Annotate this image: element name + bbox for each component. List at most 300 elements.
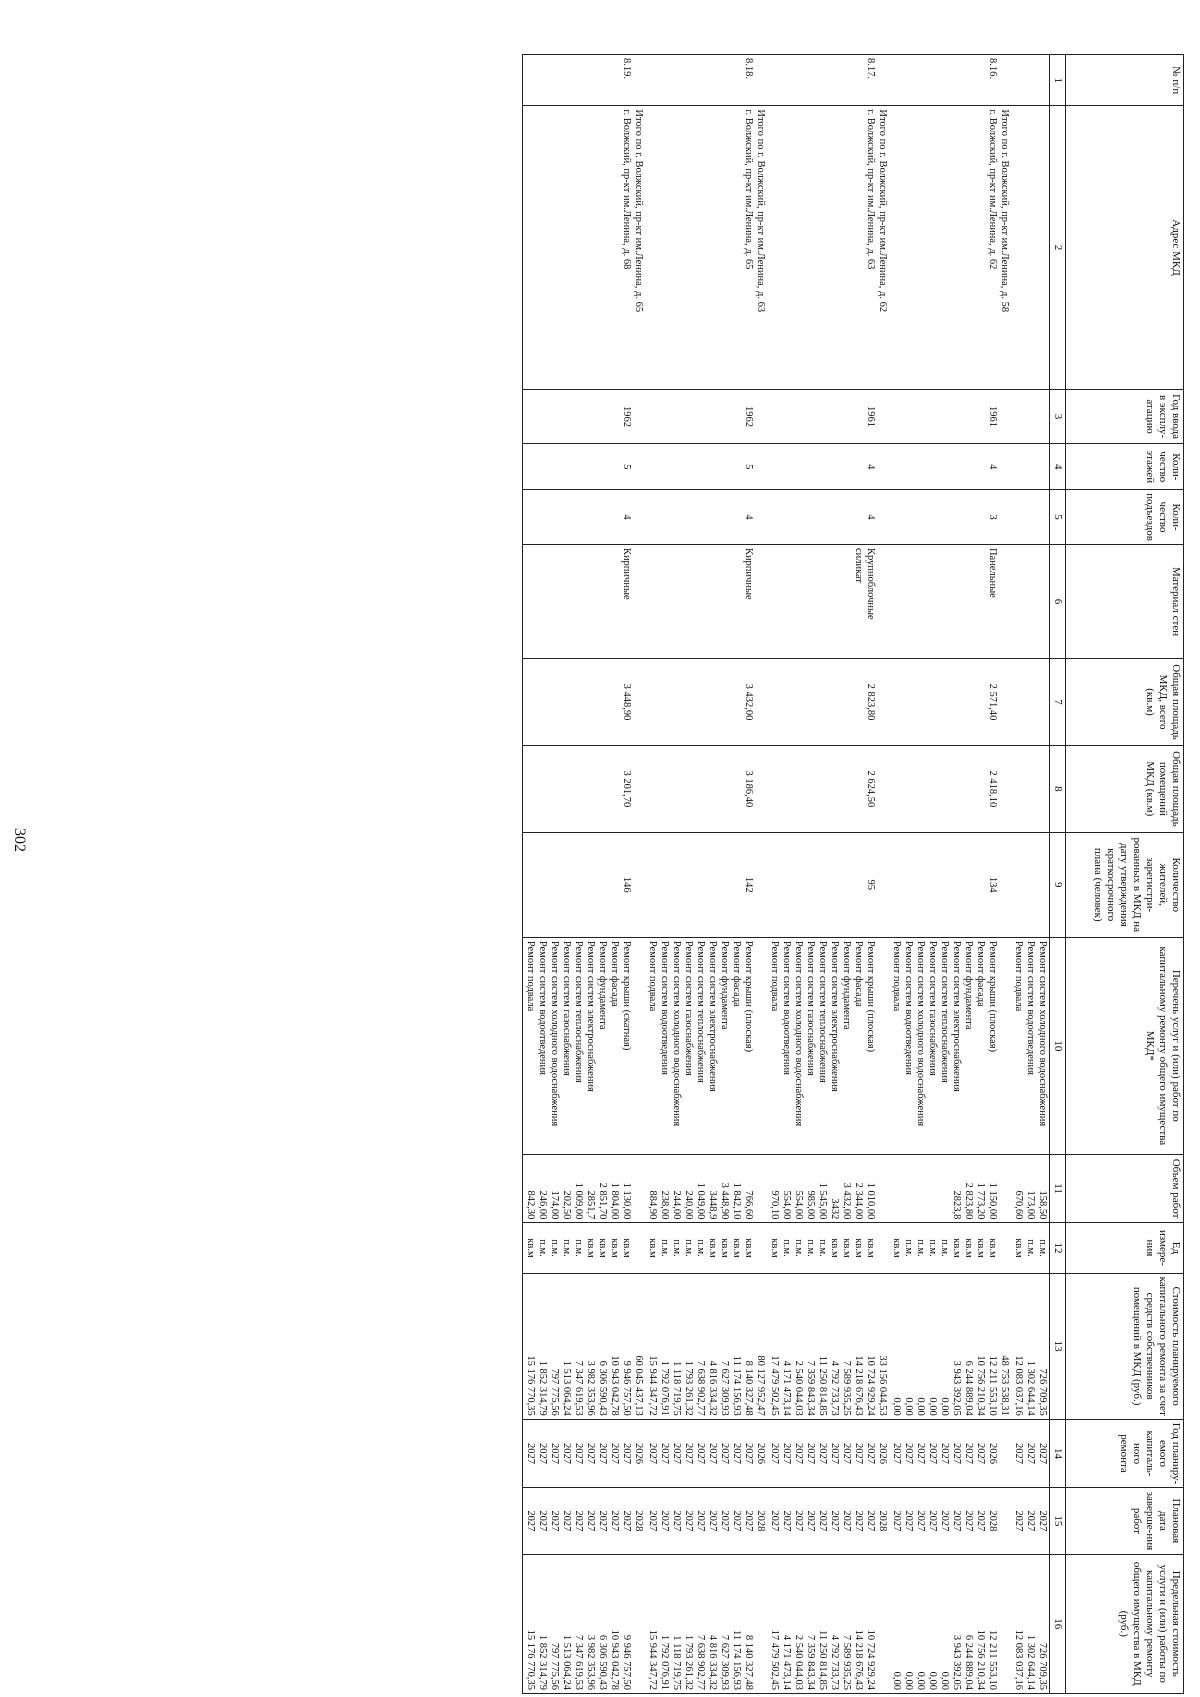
work-item: Ремонт систем газоснабжения: [561, 940, 572, 1076]
plan-year-value: 2026: [987, 1443, 998, 1465]
unit-cell: [645, 1223, 767, 1273]
end-date-value: 2027: [1013, 1510, 1024, 1532]
max-cost-value: 12 211 553,10: [987, 1630, 998, 1690]
volume-value: 240,00: [683, 1190, 694, 1220]
plan-year-cell: [889, 1419, 1011, 1488]
end-date-value: 2027: [781, 1510, 792, 1532]
plan-year-value: 2027: [793, 1443, 804, 1465]
volume-value: 1 130,00: [621, 1182, 632, 1220]
end-date-value: 2027: [793, 1510, 804, 1532]
cost-value: 726 709,35: [1037, 1368, 1048, 1416]
cost-value: 14 218 676,43: [853, 1355, 864, 1416]
entrances-count: 4: [767, 490, 889, 545]
work-item: Ремонт фасада: [853, 940, 864, 1007]
end-date-value: 2027: [537, 1510, 548, 1532]
plan-year-value: 2027: [743, 1443, 754, 1465]
header-cell: Коли-чество этажей: [1066, 444, 1184, 490]
plan-year-value: 2027: [975, 1443, 986, 1465]
work-cell: [889, 937, 1011, 1154]
rooms-area: 2 418,10: [889, 745, 1011, 832]
total-area: [1011, 659, 1050, 746]
cost-value: 0,00: [927, 1397, 938, 1416]
unit-value: кв.м: [719, 1238, 730, 1258]
address-cell: [1011, 106, 1050, 389]
column-number: 7: [1050, 659, 1066, 746]
work-cell: [523, 937, 646, 1154]
wall-material: Крупноблочные силикат: [767, 544, 889, 658]
volume-value: [998, 1158, 1010, 1220]
max-cost-value: 9 946 757,50: [621, 1634, 632, 1690]
volume-value: 1 773,20: [975, 1182, 986, 1220]
volume-cell: [1011, 1154, 1050, 1223]
work-cell: [645, 937, 767, 1154]
unit-value: п.м.: [549, 1239, 560, 1257]
plan-year-value: 2027: [865, 1443, 876, 1465]
cost-value: 2 540 044,03: [793, 1360, 804, 1416]
column-number: 9: [1050, 832, 1066, 937]
residents-count: 142: [645, 832, 767, 937]
unit-value: п.м.: [805, 1239, 816, 1257]
max-cost-cell: [523, 1554, 646, 1693]
header-cell: Год ввода в эксплу-атацию: [1066, 389, 1184, 444]
volume-value: [938, 1158, 950, 1220]
plan-year-value: 2027: [841, 1443, 852, 1465]
work-item: Ремонт подвала: [769, 940, 780, 1012]
work-item: Ремонт систем электроснабжения: [829, 940, 840, 1092]
total-area: 2 571,40: [889, 659, 1011, 746]
plan-year-value: 2027: [781, 1443, 792, 1465]
end-date-cell: [889, 1488, 1011, 1554]
end-date-value: 2027: [597, 1510, 608, 1532]
unit-value: кв.м: [853, 1238, 864, 1258]
end-date-value: 2027: [891, 1510, 902, 1532]
cost-value: 80 127 952,47: [755, 1355, 766, 1416]
work-item: Ремонт фундамента: [719, 940, 730, 1030]
cost-value: 7 347 619,53: [573, 1360, 584, 1416]
plan-year-value: 2027: [927, 1443, 938, 1465]
column-number: 4: [1050, 444, 1066, 490]
cost-value: 9 946 757,50: [621, 1360, 632, 1416]
volume-value: [632, 1158, 644, 1220]
end-date-value: 2027: [585, 1510, 596, 1532]
work-item: Ремонт систем холодного водоснабжения: [1037, 940, 1048, 1127]
work-item: Ремонт подвала: [647, 940, 658, 1012]
end-date-value: 2027: [975, 1510, 986, 1532]
floors-count: 5: [645, 444, 767, 490]
unit-value: п.м.: [903, 1239, 914, 1257]
year-built: 1962: [645, 389, 767, 444]
unit-value: кв.м: [525, 1238, 536, 1258]
header-cell: Плановая дата заверше-ния работ: [1066, 1488, 1184, 1554]
volume-value: 884,90: [647, 1190, 658, 1220]
work-item: Ремонт подвала: [1013, 940, 1024, 1012]
max-cost-value: 0,00: [915, 1671, 926, 1690]
max-cost-value: 8 140 327,48: [743, 1634, 754, 1690]
work-item: Ремонт систем электроснабжения: [951, 940, 962, 1092]
total-area: 3 432,00: [645, 659, 767, 746]
header-cell: Коли-чество подъездов: [1066, 490, 1184, 545]
work-item: Ремонт систем газоснабжения: [683, 940, 694, 1076]
max-cost-value: 7 589 935,25: [841, 1634, 852, 1690]
end-date-value: 2027: [659, 1510, 670, 1532]
plan-year-value: 2027: [805, 1443, 816, 1465]
end-date-value: 2027: [841, 1510, 852, 1532]
end-date-value: 2027: [817, 1510, 828, 1532]
unit-value: кв.м: [769, 1238, 780, 1258]
cost-cell: [767, 1273, 889, 1419]
volume-value: 670,60: [1013, 1190, 1024, 1220]
end-date-cell: [767, 1488, 889, 1554]
work-item: Ремонт систем газоснабжения: [927, 940, 938, 1076]
table-body: [523, 55, 1050, 1694]
column-number: 14: [1050, 1419, 1066, 1488]
max-cost-value: 4 816 334,32: [707, 1634, 718, 1690]
row-number: [1011, 55, 1050, 106]
work-item: Ремонт систем холодного водоснабжения: [915, 940, 926, 1127]
plan-year-value: 2027: [609, 1443, 620, 1465]
volume-value: 970,10: [769, 1190, 780, 1220]
end-date-value: 2027: [549, 1510, 560, 1532]
address-text: г. Волжский, пр-кт им.Ленина, д. 62: [987, 109, 998, 270]
plan-year-value: 2027: [1025, 1443, 1036, 1465]
unit-value: п.м.: [817, 1239, 828, 1257]
end-date-value: 2027: [573, 1510, 584, 1532]
column-number: 10: [1050, 937, 1066, 1154]
end-date-value: 2027: [829, 1510, 840, 1532]
plan-year-value: 2027: [829, 1443, 840, 1465]
unit-value: п.м.: [573, 1239, 584, 1257]
address-cell: [523, 106, 646, 389]
unit-value: п.м.: [659, 1239, 670, 1257]
end-date-value: 2027: [1037, 1510, 1048, 1532]
unit-value: п.м.: [1025, 1239, 1036, 1257]
floors-count: [1011, 444, 1050, 490]
table-row: [523, 55, 646, 1694]
volume-value: [754, 1158, 766, 1220]
floors-count: 4: [767, 444, 889, 490]
work-item: Ремонт систем газоснабжения: [805, 940, 816, 1076]
unit-value: п.м.: [1037, 1239, 1048, 1257]
max-cost-value: 1 792 076,91: [659, 1634, 670, 1690]
max-cost-value: 15 944 347,72: [647, 1629, 658, 1690]
unit-value: кв.м: [975, 1238, 986, 1258]
unit-value: п.м.: [561, 1239, 572, 1257]
plan-year-value: 2026: [877, 1443, 888, 1465]
volume-value: 3432: [829, 1198, 840, 1220]
cost-value: 1 793 261,32: [683, 1360, 694, 1416]
max-cost-cell: [645, 1554, 767, 1693]
unit-value: кв.м: [1013, 1238, 1024, 1258]
volume-value: 3448,9: [707, 1190, 718, 1220]
max-cost-cell: [889, 1554, 1011, 1693]
max-cost-value: 4 171 473,14: [781, 1634, 792, 1690]
work-item: Ремонт систем холодного водоснабжения: [793, 940, 804, 1127]
unit-value: кв.м: [829, 1238, 840, 1258]
unit-value: п.м.: [695, 1239, 706, 1257]
unit-value: кв.м: [865, 1238, 876, 1258]
work-item: [632, 941, 644, 1151]
cost-value: 60 045 437,13: [633, 1355, 644, 1416]
cost-value: 11 174 156,93: [731, 1355, 742, 1416]
end-date-value: 2027: [707, 1510, 718, 1532]
volume-value: [914, 1158, 926, 1220]
wall-material: Панельные: [889, 544, 1011, 658]
year-built: 1961: [767, 389, 889, 444]
max-cost-value: 7 638 902,77: [695, 1634, 706, 1690]
cost-value: 33 156 044,53: [877, 1355, 888, 1416]
unit-value: кв.м: [621, 1238, 632, 1258]
end-date-value: 2027: [647, 1510, 658, 1532]
cost-value: 0,00: [939, 1397, 950, 1416]
end-date-value: 2027: [609, 1510, 620, 1532]
plan-year-value: 2027: [683, 1443, 694, 1465]
total-label: Итого по г. Волжский, пр-кт им.Ленина, д. 63: [755, 109, 766, 313]
max-cost-value: 7 347 619,53: [573, 1634, 584, 1690]
cost-value: 48 753 538,31: [999, 1355, 1010, 1416]
residents-count: 134: [889, 832, 1011, 937]
header-cell: Общая площадь помещений МКД (кв.м): [1066, 745, 1184, 832]
total-label: Итого по г. Волжский, пр-кт им.Ленина, д. 58: [999, 109, 1010, 313]
floors-count: 4: [889, 444, 1011, 490]
unit-value: п.м.: [537, 1239, 548, 1257]
volume-value: 2851,7: [585, 1190, 596, 1220]
total-area: 2 823,80: [767, 659, 889, 746]
max-cost-value: 10 756 210,34: [975, 1629, 986, 1690]
plan-year-value: 2027: [549, 1443, 560, 1465]
column-number-row: [1050, 55, 1066, 1694]
plan-year-value: 2027: [537, 1443, 548, 1465]
plan-year-value: 2027: [585, 1443, 596, 1465]
end-date-value: 2027: [927, 1510, 938, 1532]
rotated-table-wrapper: [184, 54, 1184, 1694]
max-cost-value: 10 943 042,78: [609, 1629, 620, 1690]
cost-value: 12 211 553,10: [987, 1355, 998, 1416]
work-item: Ремонт фасада: [731, 940, 742, 1007]
cost-value: 15 944 347,72: [647, 1355, 658, 1416]
max-cost-value: 726 709,35: [1037, 1642, 1048, 1690]
volume-value: 3 448,90: [719, 1182, 730, 1220]
rooms-area: 3 201,70: [523, 745, 646, 832]
volume-cell: [889, 1154, 1011, 1223]
work-item: Ремонт систем теплоснабжения: [817, 940, 828, 1083]
cost-value: 12 083 037,16: [1013, 1355, 1024, 1416]
residents-count: [1011, 832, 1050, 937]
end-date-value: 2028: [987, 1510, 998, 1532]
end-date-value: 2027: [671, 1510, 682, 1532]
wall-material: [1011, 544, 1050, 658]
unit-value: [754, 1226, 766, 1269]
unit-value: кв.м: [891, 1238, 902, 1258]
cost-value: 0,00: [903, 1397, 914, 1416]
unit-value: кв.м: [597, 1238, 608, 1258]
header-cell: Стоимость планируемого капитального ремонта за счет средств собственников помещений в МКД (руб.): [1066, 1273, 1184, 1419]
address-cell: [645, 106, 767, 389]
unit-value: [876, 1226, 888, 1269]
cost-value: 7 638 902,77: [695, 1360, 706, 1416]
end-date-cell: [1011, 1488, 1050, 1554]
end-date-value: 2027: [743, 1510, 754, 1532]
rooms-area: 2 624,50: [767, 745, 889, 832]
unit-value: п.м.: [793, 1239, 804, 1257]
address-cell: [889, 106, 1011, 389]
volume-value: 1 009,00: [573, 1182, 584, 1220]
volume-value: 173,00: [1025, 1190, 1036, 1220]
max-cost-value: 1 513 064,24: [561, 1634, 572, 1690]
wall-material: Кирпичные: [645, 544, 767, 658]
end-date-value: 2027: [951, 1510, 962, 1532]
year-built: [1011, 389, 1050, 444]
volume-value: 554,00: [781, 1190, 792, 1220]
work-cell: [1011, 937, 1050, 1154]
table-row: [645, 55, 767, 1694]
volume-value: 1 049,00: [695, 1182, 706, 1220]
volume-value: 2823,8: [951, 1190, 962, 1220]
volume-value: 2 851,70: [597, 1182, 608, 1220]
plan-year-value: 2027: [1037, 1443, 1048, 1465]
cost-value: 797 775,56: [549, 1368, 560, 1416]
max-cost-value: 0,00: [891, 1671, 902, 1690]
volume-value: 766,60: [743, 1190, 754, 1220]
cost-value: 4 816 334,32: [707, 1360, 718, 1416]
max-cost-value: 11 174 156,93: [731, 1630, 742, 1690]
unit-cell: [523, 1223, 646, 1273]
volume-value: 246,00: [537, 1190, 548, 1220]
unit-value: п.м.: [927, 1239, 938, 1257]
plan-year-value: 2027: [707, 1443, 718, 1465]
work-item: Ремонт систем электроснабжения: [585, 940, 596, 1092]
column-number: 15: [1050, 1488, 1066, 1554]
work-item: Ремонт систем водоотведения: [781, 940, 792, 1075]
volume-value: 554,00: [793, 1190, 804, 1220]
unit-value: [632, 1226, 644, 1269]
end-date-value: 2027: [1025, 1510, 1036, 1532]
unit-value: п.м.: [781, 1239, 792, 1257]
max-cost-value: [876, 1558, 888, 1690]
end-date-value: 2027: [915, 1510, 926, 1532]
volume-value: [876, 1158, 888, 1220]
end-date-value: 2027: [695, 1510, 706, 1532]
work-item: Ремонт подвала: [891, 940, 902, 1012]
cost-value: 4 171 473,14: [781, 1360, 792, 1416]
row-number: 8.16.: [889, 55, 1011, 106]
entrances-count: 4: [645, 490, 767, 545]
unit-value: п.м.: [939, 1239, 950, 1257]
work-item: Ремонт систем водоотведения: [537, 940, 548, 1075]
end-date-cell: [523, 1488, 646, 1554]
header-cell: № п/п: [1066, 55, 1184, 106]
table-row: [767, 55, 889, 1694]
plan-year-value: 2027: [731, 1443, 742, 1465]
column-number: 13: [1050, 1273, 1066, 1419]
volume-value: 1 150,00: [987, 1182, 998, 1220]
end-date-value: 2027: [719, 1510, 730, 1532]
row-number: 8.17.: [767, 55, 889, 106]
address-text: г. Волжский, пр-кт им.Ленина, д. 65: [743, 109, 754, 270]
unit-value: п.м.: [671, 1239, 682, 1257]
cost-value: 0,00: [915, 1397, 926, 1416]
max-cost-value: 12 083 037,16: [1013, 1629, 1024, 1690]
max-cost-value: 797 775,56: [549, 1642, 560, 1690]
cost-value: 1 118 719,75: [671, 1361, 682, 1416]
max-cost-value: [632, 1558, 644, 1690]
end-date-value: 2027: [805, 1510, 816, 1532]
table-row: [1011, 55, 1050, 1694]
max-cost-value: [998, 1558, 1010, 1690]
volume-value: 1 545,00: [817, 1182, 828, 1220]
max-cost-value: 1 852 314,79: [537, 1634, 548, 1690]
end-date-value: 2027: [903, 1510, 914, 1532]
work-item: Ремонт систем водоотведения: [659, 940, 670, 1075]
volume-cell: [523, 1154, 646, 1223]
header-cell: Предельная стоимость услуги и (или) работы по капитальному ремонту общего имущества в МКД (руб.): [1066, 1554, 1184, 1693]
header-row: [1066, 55, 1184, 1694]
cost-value: 7 627 309,93: [719, 1360, 730, 1416]
plan-year-cell: [1011, 1419, 1050, 1488]
unit-value: кв.м: [841, 1238, 852, 1258]
header-cell: Ед измере-ния: [1066, 1223, 1184, 1273]
end-date-value: 2027: [865, 1510, 876, 1532]
end-date-value: 2027: [525, 1510, 536, 1532]
unit-cell: [767, 1223, 889, 1273]
unit-value: кв.м: [707, 1238, 718, 1258]
max-cost-value: 17 479 502,45: [769, 1629, 780, 1690]
volume-cell: [645, 1154, 767, 1223]
plan-year-value: 2027: [561, 1443, 572, 1465]
work-item: Ремонт подвала: [525, 940, 536, 1012]
cost-value: 1 792 076,91: [659, 1360, 670, 1416]
plan-year-value: 2027: [671, 1443, 682, 1465]
plan-year-value: 2027: [853, 1443, 864, 1465]
max-cost-value: 1 118 719,75: [671, 1635, 682, 1690]
plan-year-value: 2027: [695, 1443, 706, 1465]
header-cell: Объем работ: [1066, 1154, 1184, 1223]
cost-value: 11 250 814,85: [817, 1355, 828, 1416]
plan-year-value: 2027: [647, 1443, 658, 1465]
plan-year-cell: [767, 1419, 889, 1488]
column-number: 5: [1050, 490, 1066, 545]
volume-value: 1 010,00: [865, 1182, 876, 1220]
unit-value: кв.м: [731, 1238, 742, 1258]
plan-year-value: 2027: [939, 1443, 950, 1465]
work-item: Ремонт систем электроснабжения: [707, 940, 718, 1092]
volume-value: 2 823,80: [963, 1182, 974, 1220]
cost-value: 17 479 502,45: [769, 1355, 780, 1416]
max-cost-value: 0,00: [903, 1671, 914, 1690]
work-item: Ремонт крыши (плоская): [743, 940, 754, 1053]
end-date-value: 2027: [561, 1510, 572, 1532]
plan-year-value: 2027: [1013, 1443, 1024, 1465]
work-item: Ремонт фундамента: [963, 940, 974, 1030]
end-date-value: 2028: [877, 1510, 888, 1532]
cost-value: 3 982 353,96: [585, 1360, 596, 1416]
unit-value: кв.м: [987, 1238, 998, 1258]
work-item: Ремонт фасада: [609, 940, 620, 1007]
volume-value: 158,50: [1037, 1190, 1048, 1220]
end-date-value: 2027: [963, 1510, 974, 1532]
max-cost-value: 3 943 392,05: [951, 1634, 962, 1690]
row-number: 8.19.: [523, 55, 646, 106]
work-item: Ремонт крыши (скатная): [621, 940, 632, 1051]
max-cost-value: [754, 1558, 766, 1690]
plan-year-value: 2027: [903, 1443, 914, 1465]
plan-year-value: 2027: [573, 1443, 584, 1465]
residents-count: 95: [767, 832, 889, 937]
rooms-area: 3 186,40: [645, 745, 767, 832]
unit-cell: [1011, 1223, 1050, 1273]
end-date-value: 2027: [769, 1510, 780, 1532]
plan-year-value: 2027: [659, 1443, 670, 1465]
header-cell: Общая площадь МКД, всего (кв.м): [1066, 659, 1184, 746]
